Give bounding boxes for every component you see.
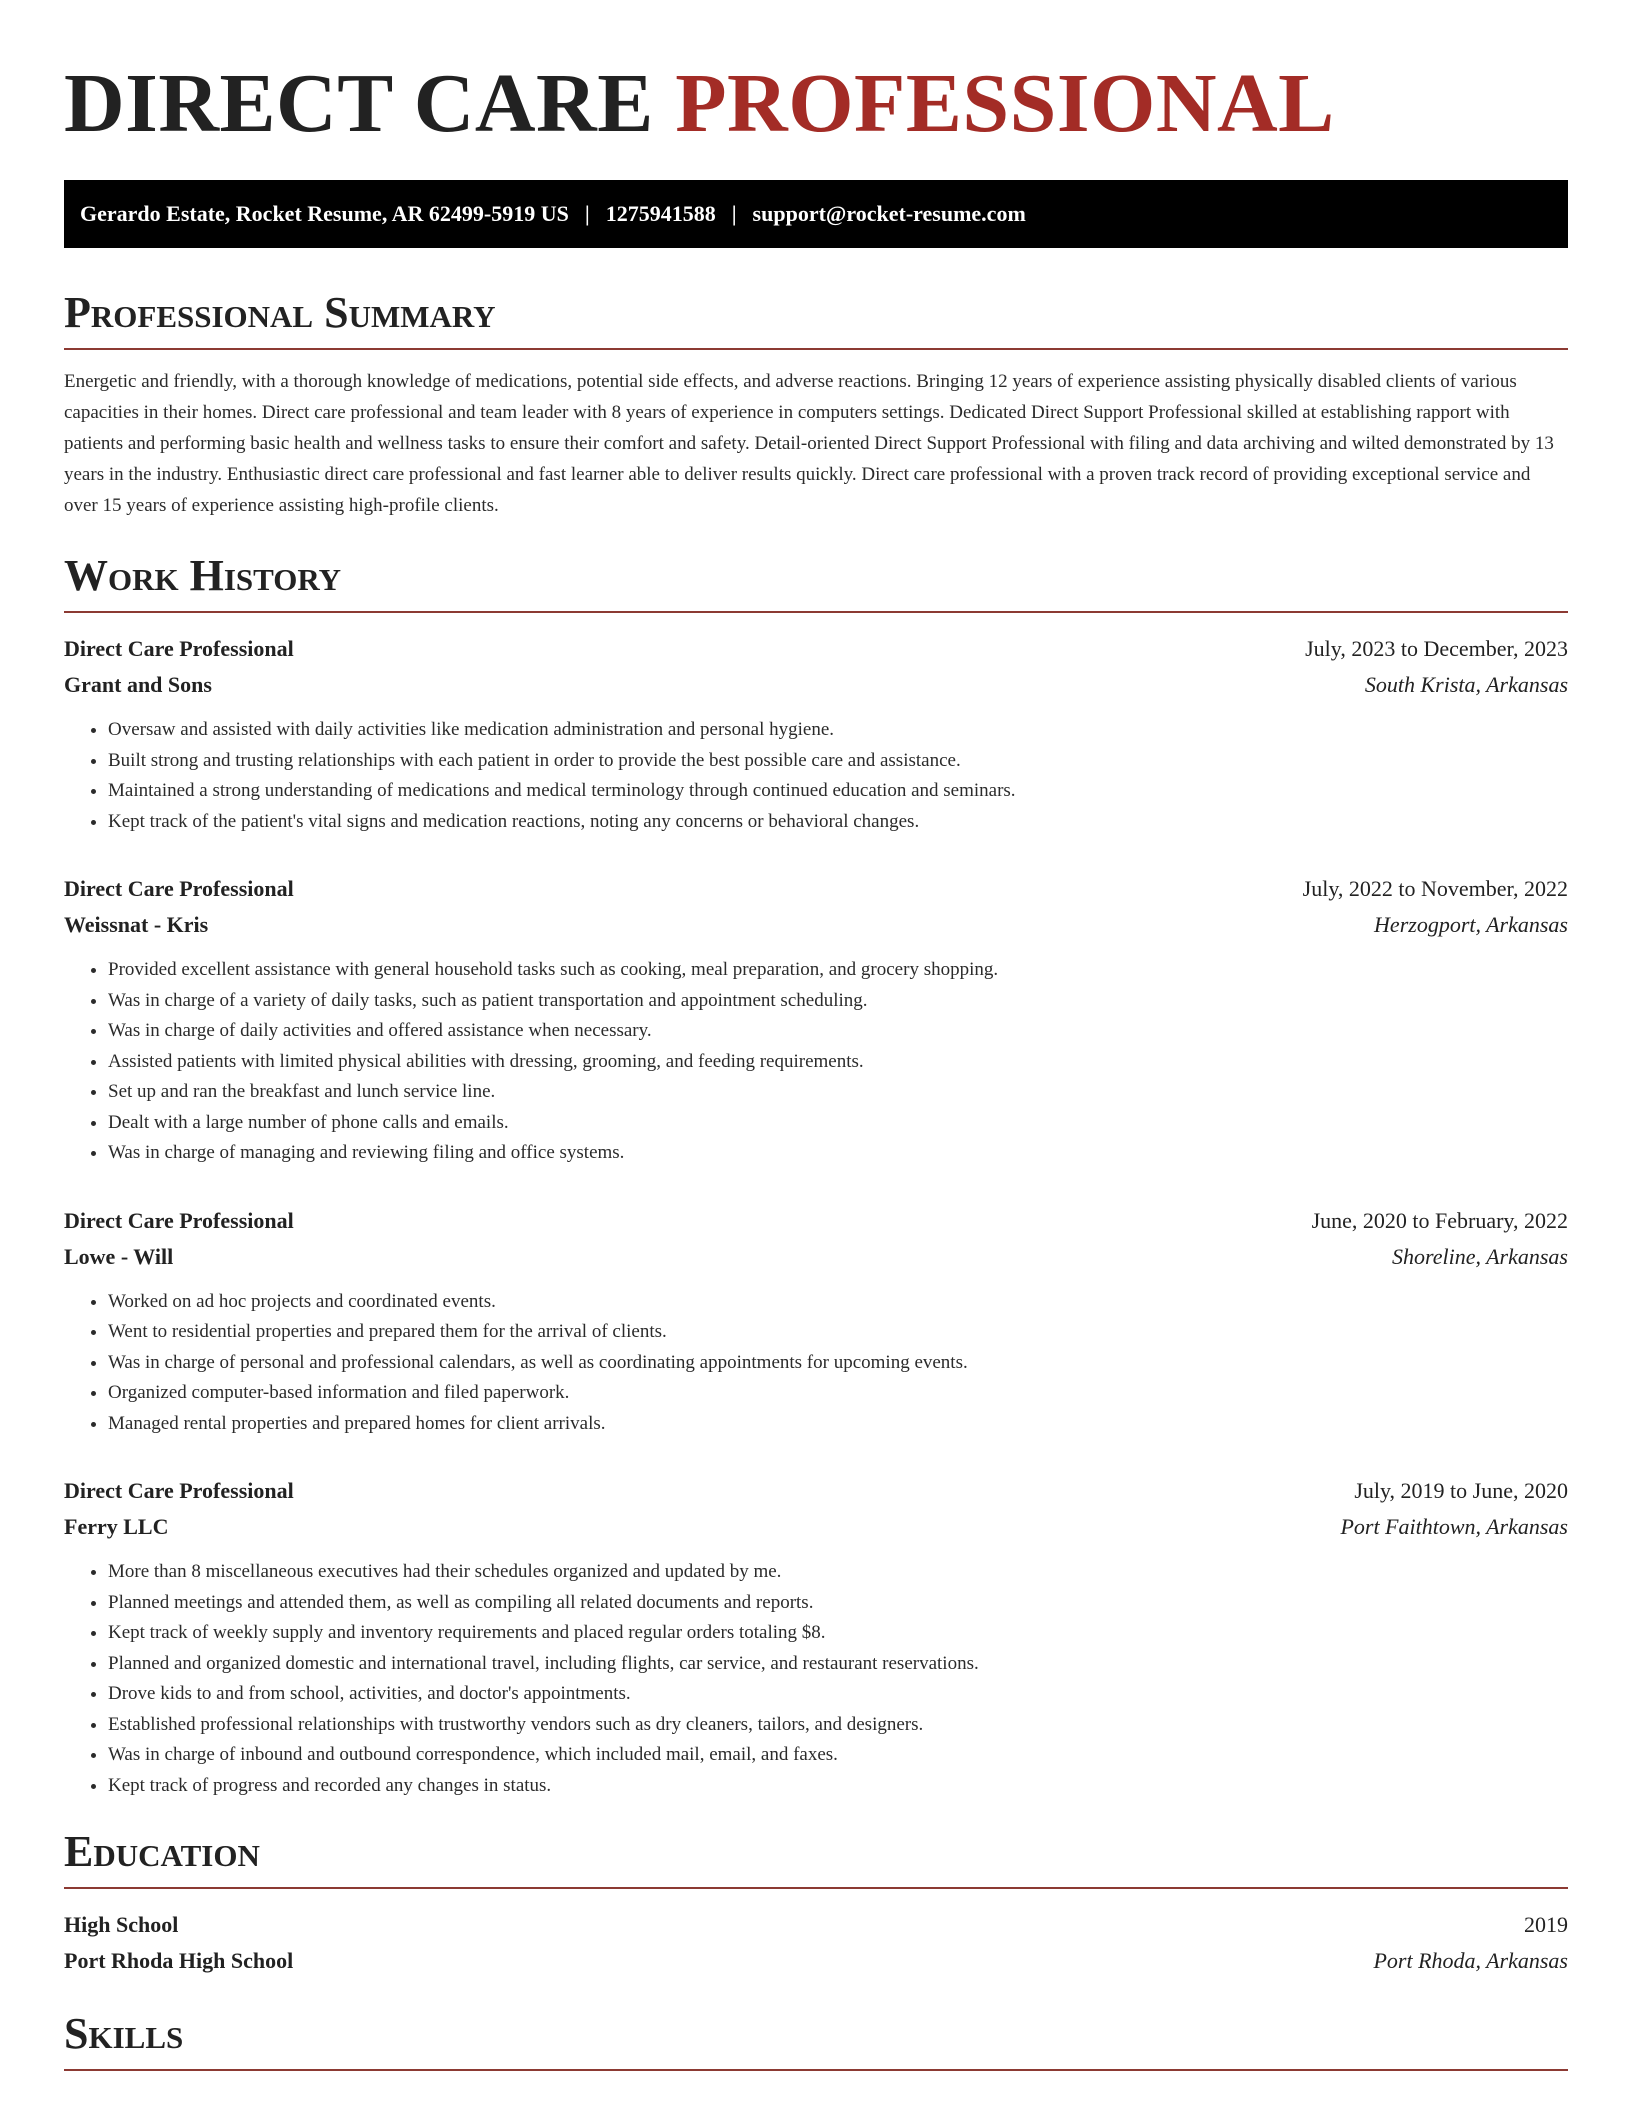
education-row-bottom xyxy=(64,1943,1568,1979)
job-company: Grant and Sons xyxy=(64,672,212,697)
job-bullet: • Drove kids to and from school, activities, and doctor's appointments. xyxy=(108,1679,1568,1710)
job-bullet: • Assisted patients with limited physical abilities with dressing, grooming, and feeding requirements. xyxy=(108,1047,1568,1078)
job-bullet: • Dealt with a large number of phone calls and emails. xyxy=(108,1108,1568,1139)
contact-phone: 1275941588 xyxy=(605,201,716,226)
job-company: Weissnat - Kris xyxy=(64,912,209,937)
education-row-top xyxy=(64,1907,1568,1943)
job-bullet: • Planned and organized domestic and international travel, including flights, car service, and restaurant reservations. xyxy=(108,1649,1568,1680)
job-row-top xyxy=(64,1473,1568,1509)
job-company: Lowe - Will xyxy=(64,1243,174,1269)
section-heading-work-history: Work History xyxy=(64,551,1568,613)
contact-separator: | xyxy=(731,201,737,226)
job-title: Direct Care Professional xyxy=(64,1478,294,1503)
contact-email: support@rocket-resume.com xyxy=(752,201,1026,226)
job-bullet: • Maintained a strong understanding of medications and medical terminology through continued education and seminars. xyxy=(108,776,1568,807)
job-bullet: • More than 8 miscellaneous executives had their schedules organized and updated by me. xyxy=(108,1557,1568,1588)
title-part-main: DIRECT CARE xyxy=(64,57,676,150)
job-dates: July, 2019 to June, 2020 xyxy=(1354,1478,1568,1503)
job-bullet: • Set up and ran the breakfast and lunch service line. xyxy=(108,1077,1568,1108)
job-location: Port Faithtown, Arkansas xyxy=(1340,1514,1568,1539)
job-bullet: • Was in charge of managing and reviewing filing and office systems. xyxy=(108,1138,1568,1169)
education-location: Port Rhoda, Arkansas xyxy=(1373,1948,1568,1973)
contact-address: Gerardo Estate, Rocket Resume, AR 62499-5919 US xyxy=(80,201,569,226)
contact-separator: | xyxy=(584,201,590,226)
job-location: Herzogport, Arkansas xyxy=(1374,912,1568,937)
section-heading-skills: Skills xyxy=(64,2009,1568,2071)
education-school: Port Rhoda High School xyxy=(64,1948,294,1973)
job-bullet: • Oversaw and assisted with daily activities like medication administration and personal hygiene. xyxy=(108,715,1568,746)
job-row-bottom xyxy=(64,1509,1568,1545)
job-bullet: • Was in charge of a variety of daily tasks, such as patient transportation and appointment scheduling. xyxy=(108,986,1568,1017)
job-entry xyxy=(64,1203,1568,1440)
title-part-accent: PROFESSIONAL xyxy=(675,57,1335,150)
job-row-top xyxy=(64,871,1568,907)
job-bullet: • Kept track of the patient's vital signs and medication reactions, noting any concerns or behavioral changes. xyxy=(108,807,1568,838)
job-bullet: • Was in charge of daily activities and offered assistance when necessary. xyxy=(108,1016,1568,1047)
job-bullet: • Built strong and trusting relationships with each patient in order to provide the best possible care and assistance. xyxy=(108,746,1568,777)
section-heading-summary: Professional Summary xyxy=(64,288,1568,350)
resume-title xyxy=(64,0,1568,152)
job-entry xyxy=(64,1473,1568,1801)
job-bullet: • Established professional relationships with trustworthy vendors such as dry cleaners, tailors, and designers. xyxy=(108,1710,1568,1741)
education-degree: High School xyxy=(64,1912,179,1937)
summary-text: Energetic and friendly, with a thorough knowledge of medications, potential side effects, and adverse reactions. Bringing 12 years of experience assisting physically disabled clients of various capacities in their homes. Direct care professional and team leader with 8 years of experience in computers settings. Dedicated Direct Support Professional skilled at establishing rapport with patients and performing basic health and wellness tasks to ensure their comfort and safety. Detail-oriented Direct Support Professional with filing and data archiving and wilted demonstrated by 13 years in the industry. Enthusiastic direct care professional and fast learner able to deliver results quickly. Direct care professional with a proven track record of providing exceptional service and over 15 years of experience assisting high-profile clients. xyxy=(64,371,1554,516)
job-company: Ferry LLC xyxy=(64,1514,169,1539)
job-bullet-list xyxy=(64,715,1568,837)
job-bullet: • Worked on ad hoc projects and coordinated events. xyxy=(108,1287,1568,1318)
job-bullet-list xyxy=(64,955,1568,1169)
job-bullet: • Went to residential properties and prepared them for the arrival of clients. xyxy=(108,1317,1568,1348)
job-title: Direct Care Professional xyxy=(64,636,294,661)
contact-bar xyxy=(64,180,1568,248)
job-row-bottom xyxy=(64,907,1568,943)
job-row-bottom xyxy=(64,1239,1568,1275)
section-heading-education: Education xyxy=(64,1827,1568,1889)
job-bullet: • Was in charge of personal and professional calendars, as well as coordinating appointments for upcoming events. xyxy=(108,1348,1568,1379)
job-bullet: • Kept track of weekly supply and inventory requirements and placed regular orders totaling $8. xyxy=(108,1618,1568,1649)
job-bullet: • Planned meetings and attended them, as well as compiling all related documents and reports. xyxy=(108,1588,1568,1619)
job-dates: July, 2023 to December, 2023 xyxy=(1305,636,1568,661)
job-row-top xyxy=(64,631,1568,667)
job-bullet: • Provided excellent assistance with general household tasks such as cooking, meal preparation, and grocery shopping. xyxy=(108,955,1568,986)
work-history-list xyxy=(64,631,1568,1801)
job-dates: June, 2020 to February, 2022 xyxy=(1311,1207,1568,1233)
job-bullet: • Managed rental properties and prepared homes for client arrivals. xyxy=(108,1409,1568,1440)
job-location: Shoreline, Arkansas xyxy=(1392,1243,1568,1269)
job-row-bottom xyxy=(64,667,1568,703)
job-bullet-list xyxy=(64,1557,1568,1801)
education-entry xyxy=(64,1907,1568,1979)
job-bullet: • Organized computer-based information and filed paperwork. xyxy=(108,1378,1568,1409)
education-year: 2019 xyxy=(1524,1912,1568,1937)
job-entry xyxy=(64,871,1568,1169)
job-bullet: • Was in charge of inbound and outbound correspondence, which included mail, email, and faxes. xyxy=(108,1740,1568,1771)
job-bullet: • Kept track of progress and recorded any changes in status. xyxy=(108,1771,1568,1802)
job-title: Direct Care Professional xyxy=(64,1207,294,1233)
job-location: South Krista, Arkansas xyxy=(1364,672,1568,697)
job-entry xyxy=(64,631,1568,837)
job-dates: July, 2022 to November, 2022 xyxy=(1302,876,1568,901)
job-bullet-list xyxy=(64,1287,1568,1440)
job-row-top xyxy=(64,1203,1568,1239)
job-title: Direct Care Professional xyxy=(64,876,294,901)
